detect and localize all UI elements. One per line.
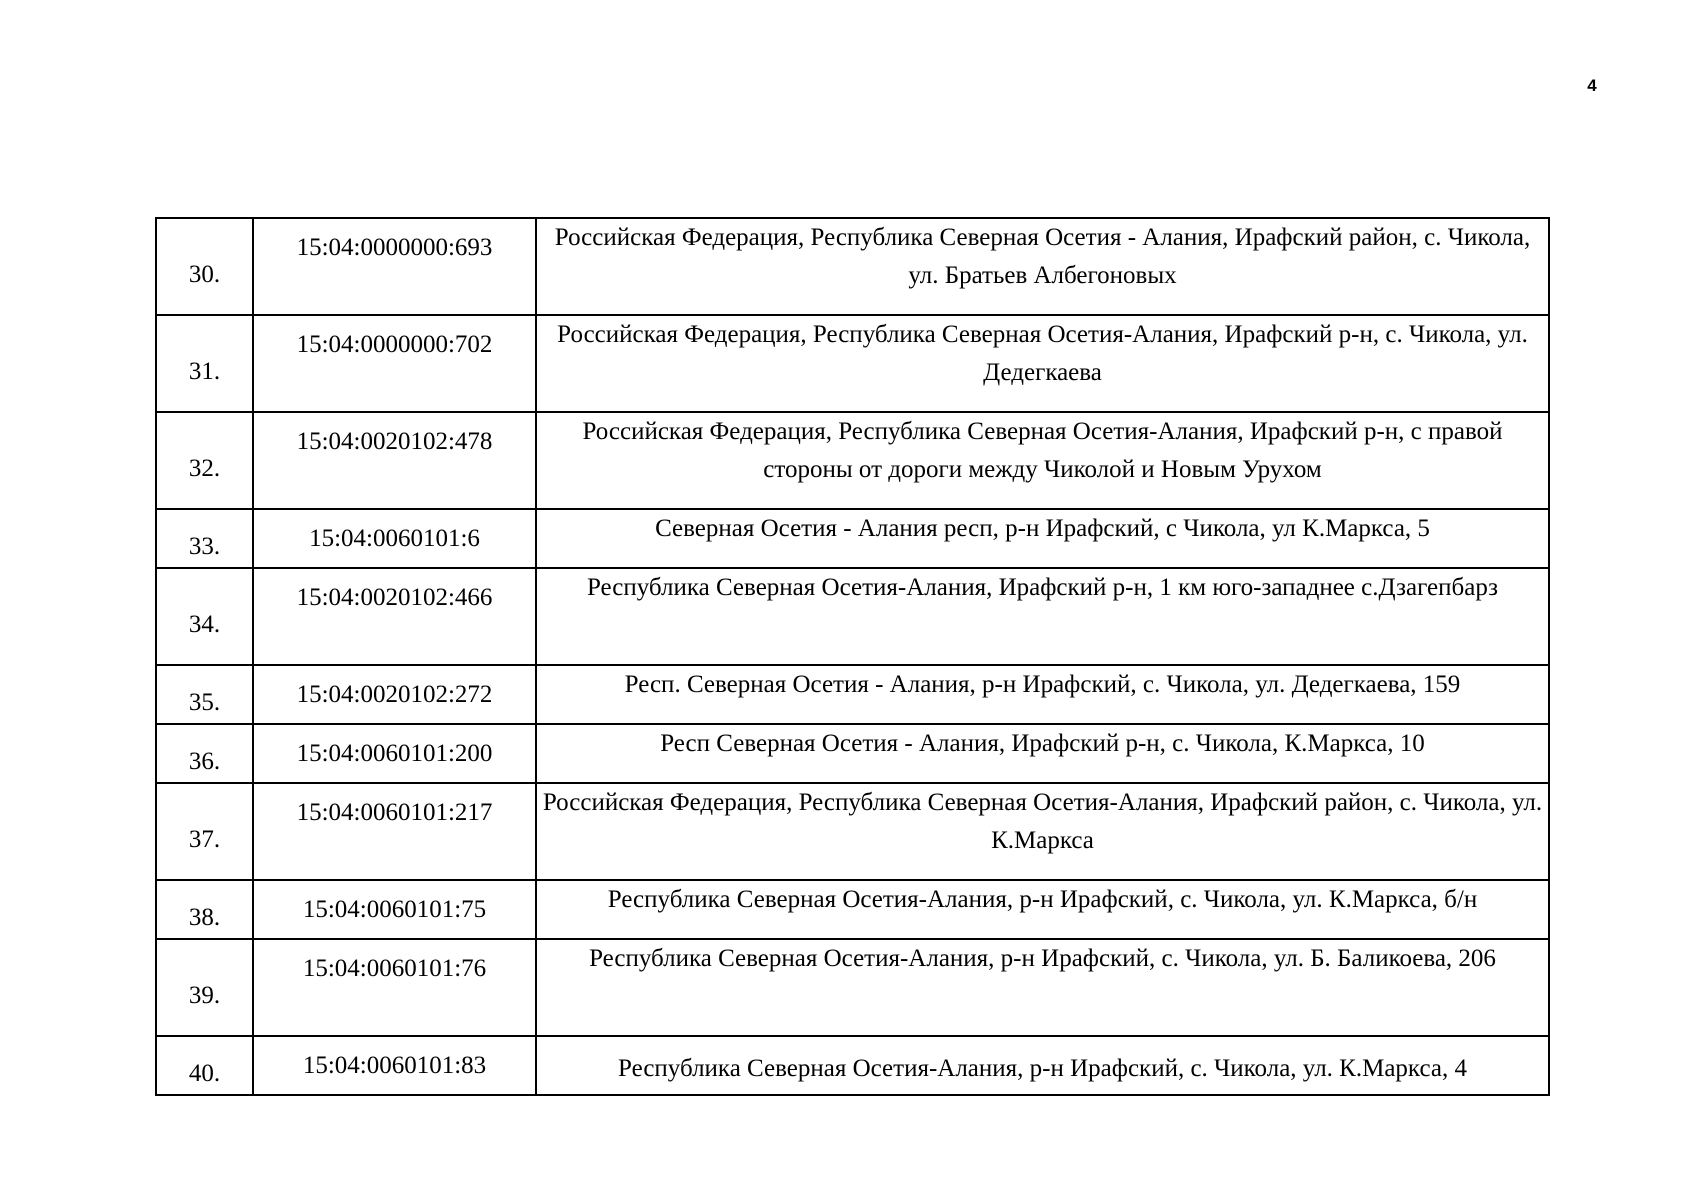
cadastral-number: 15:04:0060101:76 xyxy=(253,939,536,1036)
address: Респ Северная Осетия - Алания, Ирафский р-н, с. Чикола, К.Маркса, 10 xyxy=(536,724,1549,783)
table-row xyxy=(156,1036,1549,1095)
cadastral-number: 15:04:0060101:217 xyxy=(253,783,536,880)
table-row xyxy=(156,880,1549,939)
row-number: 36. xyxy=(156,724,253,783)
row-number: 30. xyxy=(156,218,253,315)
row-number: 32. xyxy=(156,412,253,509)
cadastral-number: 15:04:0060101:83 xyxy=(253,1036,536,1095)
cadastral-number: 15:04:0020102:478 xyxy=(253,412,536,509)
cadastral-number: 15:04:0000000:702 xyxy=(253,315,536,412)
table-row xyxy=(156,665,1549,724)
row-number: 40. xyxy=(156,1036,253,1095)
cadastral-number: 15:04:0020102:272 xyxy=(253,665,536,724)
table-row xyxy=(156,568,1549,665)
address: Российская Федерация, Республика Северная Осетия-Алания, Ирафский р-н, с правой стороны от дороги между Чиколой и Новым Урухом xyxy=(536,412,1549,509)
address: Республика Северная Осетия-Алания, р-н Ирафский, с. Чикола, ул. Б. Баликоева, 206 xyxy=(536,939,1549,1036)
row-number: 35. xyxy=(156,665,253,724)
cadastral-number: 15:04:0060101:6 xyxy=(253,509,536,568)
address: Респ. Северная Осетия - Алания, р-н Ирафский, с. Чикола, ул. Дедегкаева, 159 xyxy=(536,665,1549,724)
cadastral-number: 15:04:0060101:200 xyxy=(253,724,536,783)
row-number: 38. xyxy=(156,880,253,939)
cadastral-number: 15:04:0000000:693 xyxy=(253,218,536,315)
cadastral-number: 15:04:0060101:75 xyxy=(253,880,536,939)
page-number: 4 xyxy=(1587,76,1597,95)
table-row xyxy=(156,315,1549,412)
address: Республика Северная Осетия-Алания, р-н Ирафский, с. Чикола, ул. К.Маркса, 4 xyxy=(536,1036,1549,1095)
parcel-table xyxy=(155,217,1550,1096)
address: Российская Федерация, Республика Северная Осетия - Алания, Ирафский район, с. Чикола, ул. Братьев Албегоновых xyxy=(536,218,1549,315)
address: Республика Северная Осетия-Алания, р-н Ирафский, с. Чикола, ул. К.Маркса, б/н xyxy=(536,880,1549,939)
row-number: 34. xyxy=(156,568,253,665)
address: Северная Осетия - Алания респ, р-н Ирафский, с Чикола, ул К.Маркса, 5 xyxy=(536,509,1549,568)
table-row xyxy=(156,783,1549,880)
row-number: 37. xyxy=(156,783,253,880)
address: Республика Северная Осетия-Алания, Ирафский р-н, 1 км юго-западнее с.Дзагепбарз xyxy=(536,568,1549,665)
address: Российская Федерация, Республика Северная Осетия-Алания, Ирафский район, с. Чикола, ул. К.Маркса xyxy=(536,783,1549,880)
address: Российская Федерация, Республика Северная Осетия-Алания, Ирафский р-н, с. Чикола, ул. Дедегкаева xyxy=(536,315,1549,412)
table-row xyxy=(156,218,1549,315)
table-row xyxy=(156,724,1549,783)
table-row xyxy=(156,509,1549,568)
row-number: 33. xyxy=(156,509,253,568)
row-number: 39. xyxy=(156,939,253,1036)
table-row xyxy=(156,939,1549,1036)
cadastral-number: 15:04:0020102:466 xyxy=(253,568,536,665)
table-row xyxy=(156,412,1549,509)
row-number: 31. xyxy=(156,315,253,412)
